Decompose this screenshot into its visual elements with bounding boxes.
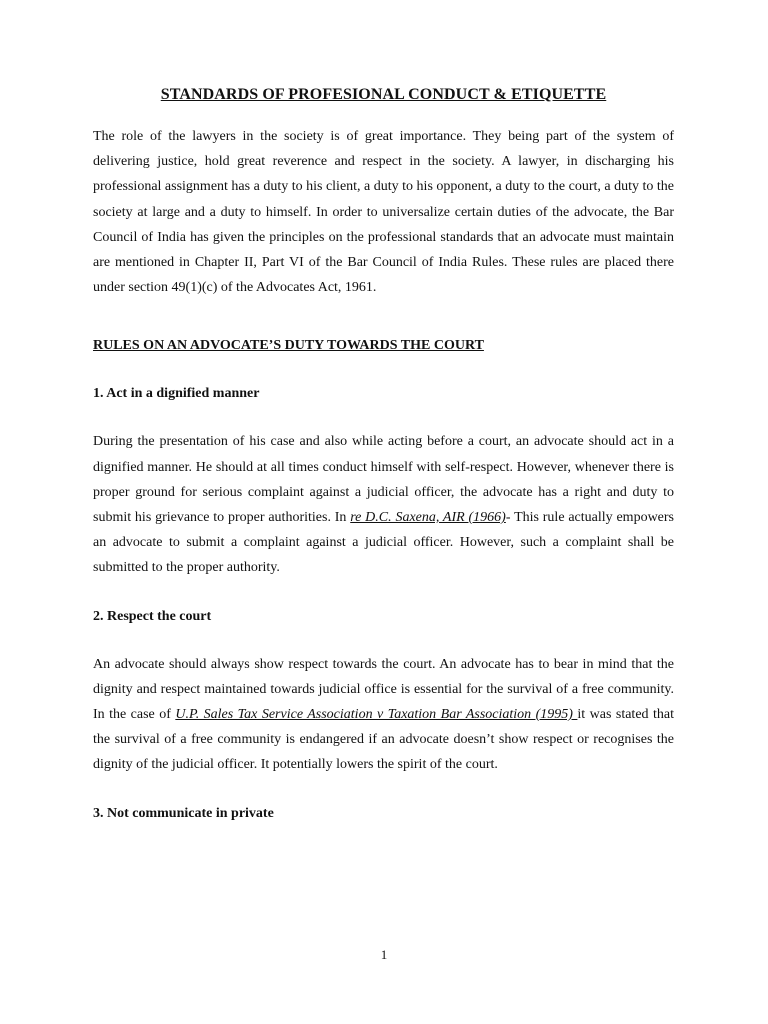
rule-1-heading: 1. Act in a dignified manner xyxy=(93,386,260,402)
page-number: 1 xyxy=(380,947,388,962)
rule-2-text-before: An advocate should always show respect towards the court. An advocate has to bear in mind that the dignity and respect maintained towards judicial office is essential for the survival of a free community. In the case of xyxy=(93,656,674,723)
rule-2-text-after: it was stated that the survival of a free community is endangered if an advocate doesn’t show respect or recognises the dignity of the judicial officer. It potentially lowers the spirit of the court. xyxy=(93,707,674,773)
document-page xyxy=(93,86,674,826)
rule-1-case-citation[interactable]: re D.C. Saxena, AIR (1966) xyxy=(350,510,506,526)
rule-2-case-citation[interactable]: U.P. Sales Tax Service Association v Taxation Bar Association (1995) xyxy=(175,707,578,723)
document-title: STANDARDS OF PROFESIONAL CONDUCT & ETIQUETTE xyxy=(160,86,607,103)
rule-1-text-before: During the presentation of his case and also while acting before a court, an advocate should act in a dignified manner. He should at all times conduct himself with self-respect. However, whenever there is proper ground for serious complaint against a judicial officer, the advocate has a right and duty to submit his grievance to proper authorities. In xyxy=(93,434,674,526)
rule-2-heading: 2. Respect the court xyxy=(93,608,212,624)
rule-1-paragraph xyxy=(93,429,674,580)
rule-3-heading: 3. Not communicate in private xyxy=(93,805,274,821)
section-heading: RULES ON AN ADVOCATE’S DUTY TOWARDS THE COURT xyxy=(93,338,484,354)
intro-paragraph: The role of the lawyers in the society is of great importance. They being part of the system of delivering justice, hold great reverence and respect in the society. A lawyer, in discharging his professional assignment has a duty to his client, a duty to his opponent, a duty to the court, a duty to the society at large and a duty to himself. In order to universalize certain duties of the advocate, the Bar Council of India has given the principles on the professional standards that an advocate must maintain are mentioned in Chapter II, Part VI of the Bar Council of India Rules. These rules are placed there under section 49(1)(c) of the Advocates Act, 1961. xyxy=(93,129,674,296)
rule-2-paragraph xyxy=(93,652,674,778)
rule-1-text-after: - This rule actually empowers an advocate to submit a complaint against a judicial officer. However, such a complaint shall be submitted to the proper authority. xyxy=(93,510,674,576)
